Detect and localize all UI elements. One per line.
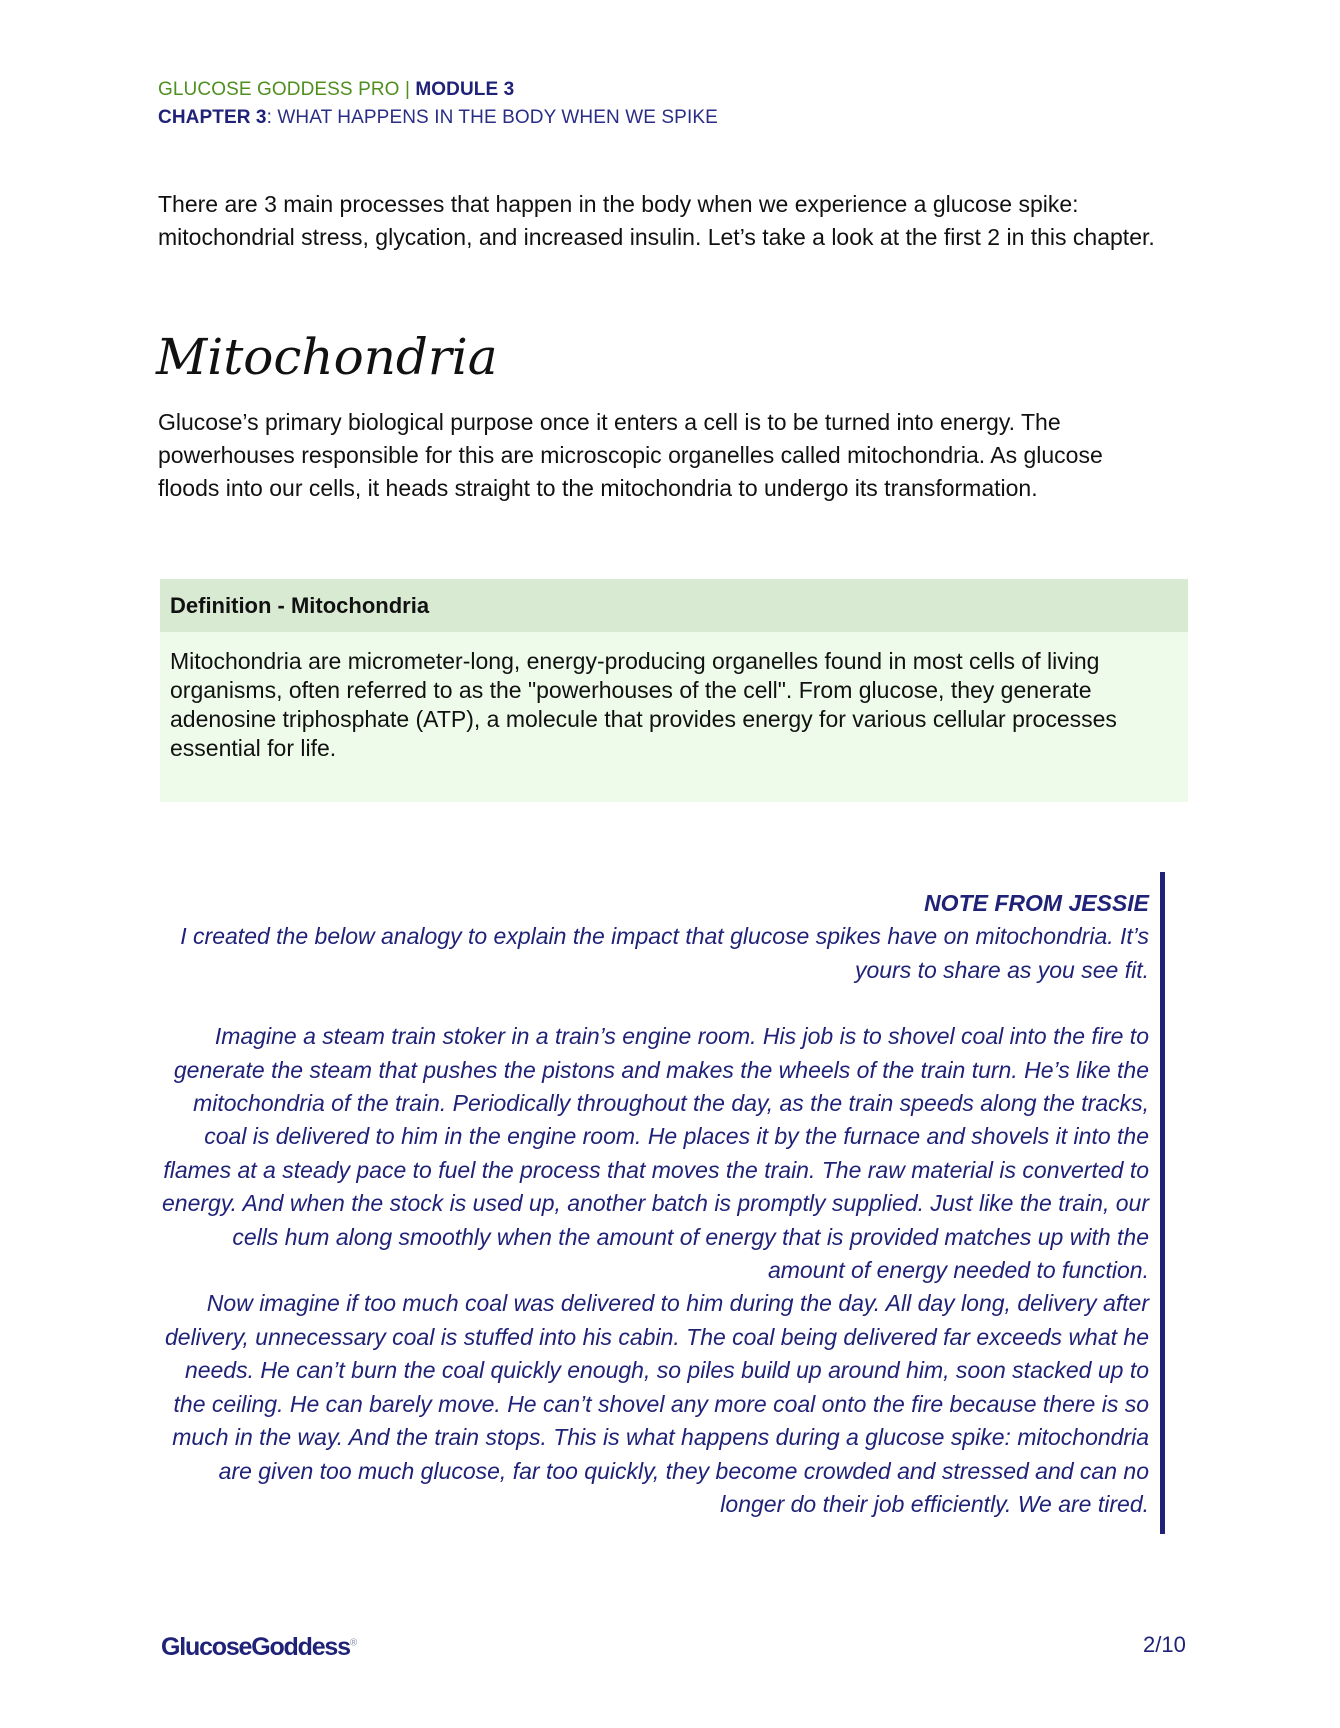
intro-paragraph: There are 3 main processes that happen in the body when we experience a glucose spike: mitochondrial stress, glycation, and increased insulin. Let’s take a look at the first 2 in this chapter.	[158, 191, 1155, 250]
logo-text: GlucoseGoddess	[161, 1633, 350, 1661]
header-line-module	[158, 76, 718, 104]
section-title: Mitochondria	[156, 328, 498, 386]
note-callout	[160, 872, 1165, 1534]
module-label: MODULE 3	[415, 79, 515, 100]
definition-box	[160, 579, 1188, 802]
page-number: 2/10	[1143, 1632, 1186, 1657]
document-header	[158, 76, 718, 132]
section-body: Glucose’s primary biological purpose once it enters a cell is to be turned into energy. The powerhouses responsible for this are microscopic organelles called mitochondria. As glucose floods into our cells, it heads straight to the mitochondria to undergo its transformation.	[158, 409, 1103, 501]
header-line-chapter	[158, 104, 718, 132]
glucose-goddess-logo	[161, 1633, 357, 1662]
definition-body: Mitochondria are micrometer-long, energy-producing organelles found in most cells of living organisms, often referred to as the "powerhouses of the cell". From glucose, they generate adenosine triphosphate (ATP), a molecule that provides energy for various cellular processes essential for life.	[170, 648, 1117, 761]
header-separator: |	[399, 79, 416, 100]
chapter-number: CHAPTER 3	[158, 107, 267, 128]
brand-label: GLUCOSE GODDESS PRO	[158, 79, 400, 100]
registered-mark: ®	[349, 1637, 358, 1649]
note-paragraph-2: Now imagine if too much coal was delivered to him during the day. All day long, delivery after delivery, unnecessary coal is stuffed into his cabin. The coal being delivered far exceeds what he needs. He can’t burn the coal quickly enough, so piles build up around him, soon stacked up to the ceiling. He can barely move. He can’t shovel any more coal onto the fire because there is so much in the way. And the train stops. This is what happens during a glucose spike: mitochondria are given too much glucose, far too quickly, they become crowded and stressed and can no longer do their job efficiently. We are tired.	[164, 1290, 1149, 1517]
definition-heading: Definition - Mitochondria	[160, 579, 1188, 632]
note-intro: I created the below analogy to explain the impact that glucose spikes have on mitochondria. It’s yours to share as you see fit.	[180, 923, 1149, 983]
note-paragraph-1: Imagine a steam train stoker in a train’s engine room. His job is to shovel coal into the fire to generate the steam that pushes the pistons and makes the wheels of the train turn. He’s like the mitochondria of the train. Periodically throughout the day, as the train speeds along the tracks, coal is delivered to him in the engine room. He places it by the furnace and shovels it into the flames at a steady pace to fuel the process that moves the train. The raw material is converted to energy. And when the stock is used up, another batch is promptly supplied. Just like the train, our cells hum along smoothly when the amount of energy that is provided matches up with the amount of energy needed to function.	[162, 1023, 1149, 1284]
note-title: NOTE FROM JESSIE	[924, 890, 1149, 916]
note-spacer	[160, 987, 1149, 1020]
chapter-title: : WHAT HAPPENS IN THE BODY WHEN WE SPIKE	[266, 107, 718, 128]
